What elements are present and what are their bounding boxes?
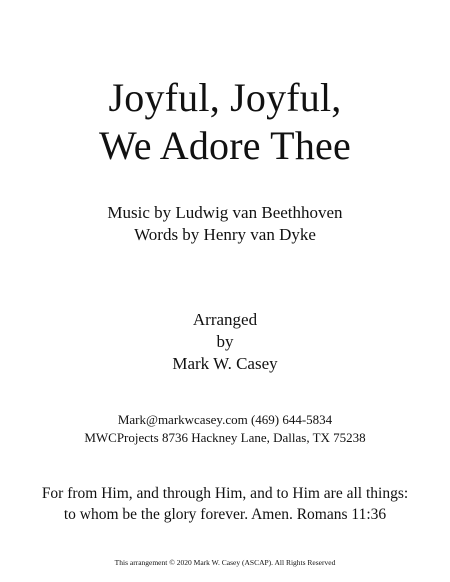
contact-address: MWCProjects 8736 Hackney Lane, Dallas, TX 75238 xyxy=(84,430,366,445)
words-credit: Words by Henry van Dyke xyxy=(134,225,316,244)
title-line-2: We Adore Thee xyxy=(99,123,351,168)
arranger-name: Mark W. Casey xyxy=(172,354,278,373)
copyright-notice: This arrangement © 2020 Mark W. Casey (ASCAP). All Rights Reserved xyxy=(114,558,336,567)
contact-email-phone: Mark@markwcasey.com (469) 644-5834 xyxy=(117,412,333,427)
scripture-line-1: For from Him, and through Him, and to Him are all things: xyxy=(41,485,409,502)
title-line-1: Joyful, Joyful, xyxy=(108,75,342,120)
music-credit: Music by Ludwig van Beethhoven xyxy=(107,203,343,222)
arranged-by-label: by xyxy=(216,332,234,351)
arranged-label: Arranged xyxy=(192,310,258,329)
scripture-line-2: to whom be the glory forever. Amen. Romans 11:36 xyxy=(63,506,387,523)
